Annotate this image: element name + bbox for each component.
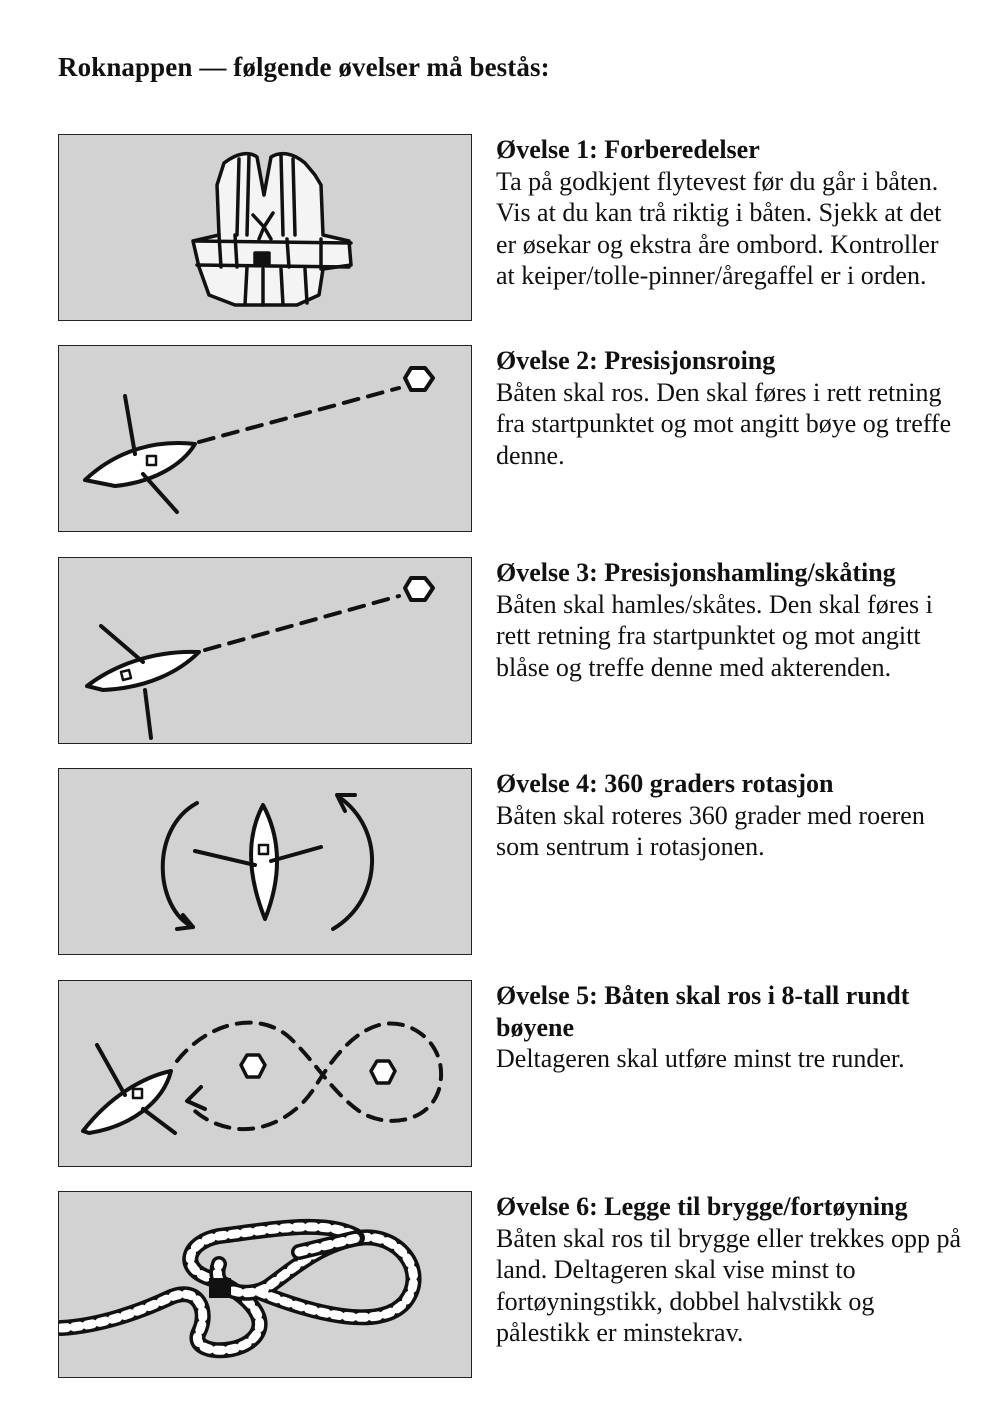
life-vest-illustration xyxy=(58,134,472,321)
rotation-arrow-icon xyxy=(333,795,372,929)
backing-to-buoy-illustration xyxy=(58,557,472,744)
page-title: Roknappen — følgende øvelser må bestås: xyxy=(58,52,550,82)
exercise-4 xyxy=(58,768,963,956)
arrow-head-icon xyxy=(187,1087,205,1109)
figure-eight-illustration xyxy=(58,980,472,1167)
rowboat-icon xyxy=(195,805,321,919)
buoy-icon xyxy=(405,368,433,390)
exercise-description: Deltageren skal utføre minst tre runder. xyxy=(496,1044,905,1073)
exercise-5 xyxy=(58,980,963,1168)
buoy-icon xyxy=(405,578,433,600)
exercise-3 xyxy=(58,557,963,745)
exercise-6 xyxy=(58,1191,963,1379)
exercise-title: Øvelse 1: Forberedelser xyxy=(496,135,760,164)
exercise-title: Øvelse 3: Presisjonshamling/skåting xyxy=(496,558,896,587)
rowboat-icon xyxy=(87,626,199,738)
exercise-description: Båten skal hamles/skåtes. Den skal føres i rett retning fra startpunktet og mot angitt blåse og treffe denne med akterenden. xyxy=(496,589,933,682)
exercise-2 xyxy=(58,345,963,533)
rope-knot-illustration xyxy=(58,1191,472,1378)
exercise-title: Øvelse 4: 360 graders rotasjon xyxy=(496,769,834,798)
exercise-description: Båten skal ros. Den skal føres i rett retning fra startpunktet og mot angitt bøye og treffe denne. xyxy=(496,377,952,470)
course-line xyxy=(177,1023,441,1130)
exercise-1 xyxy=(58,134,963,322)
rowing-to-buoy-illustration xyxy=(58,345,472,532)
exercise-title: Øvelse 2: Presisjonsroing xyxy=(496,346,776,375)
rope-knot-icon xyxy=(61,1227,414,1350)
rowboat-icon xyxy=(85,396,195,512)
rowboat-icon xyxy=(83,1045,175,1133)
buoy-icon xyxy=(371,1061,395,1083)
exercise-title: Øvelse 6: Legge til brygge/fortøyning xyxy=(496,1192,908,1221)
exercise-title: Øvelse 5: Båten skal ros i 8-tall rundt bøyene xyxy=(496,981,910,1042)
exercise-description: Båten skal ros til brygge eller trekkes opp på land. Deltageren skal vise minst to fortøyningstikk, dobbel halvstikk og pålestikk er minstekrav. xyxy=(496,1223,961,1347)
rotation-360-illustration xyxy=(58,768,472,955)
exercise-description: Båten skal roteres 360 grader med roeren som sentrum i rotasjonen. xyxy=(496,800,925,861)
life-vest-icon xyxy=(193,154,351,305)
exercise-description: Ta på godkjent flytevest før du går i båten. Vis at du kan trå riktig i båten. Sjekk at det er øsekar og ekstra åre ombord. Kontroller at keiper/tolle-pinner/åregaffel er i orden. xyxy=(496,166,942,290)
course-line xyxy=(205,596,399,650)
course-line xyxy=(199,388,399,442)
rotation-arrow-icon xyxy=(163,803,197,929)
buoy-icon xyxy=(241,1055,265,1077)
